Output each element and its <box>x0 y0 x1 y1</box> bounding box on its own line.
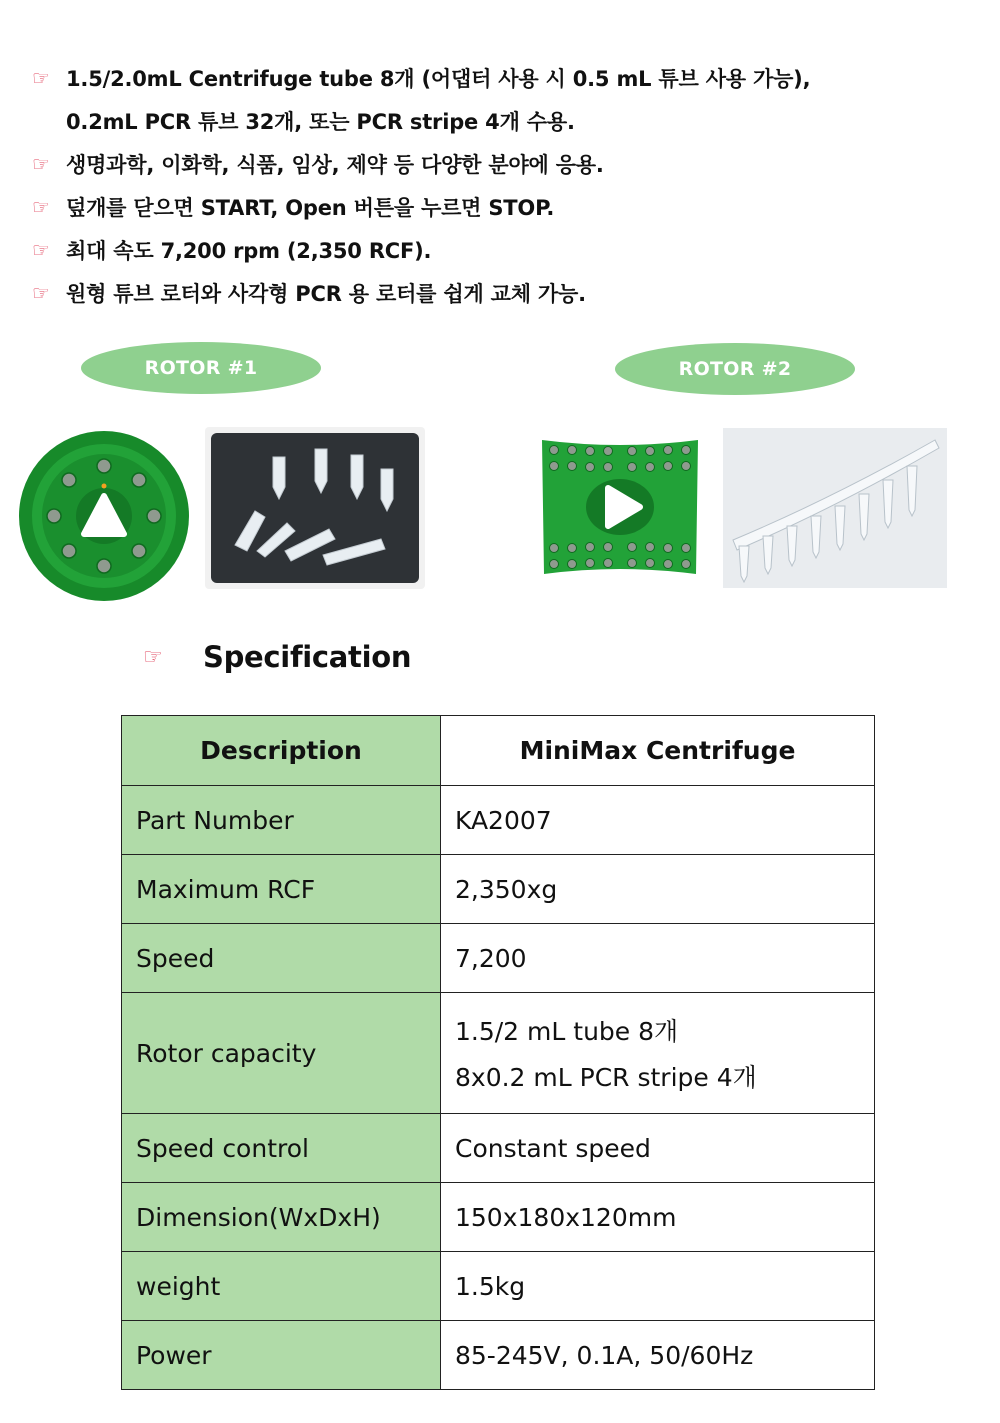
microcentrifuge-tubes-image <box>205 427 425 589</box>
feature-list <box>32 56 972 314</box>
pcr-strip-tubes-image <box>723 428 947 588</box>
table-row <box>122 993 875 1114</box>
row-value: 7,200 <box>441 924 875 993</box>
row-key: Power <box>122 1321 441 1390</box>
row-key: Speed control <box>122 1114 441 1183</box>
header-cell: MiniMax Centrifuge <box>441 716 875 786</box>
row-value: KA2007 <box>441 786 875 855</box>
specification-table <box>121 715 875 1390</box>
feature-text: 0.2mL PCR 튜브 32개, 또는 PCR stripe 4개 수용. <box>66 109 575 134</box>
row-value-line: 1.5/2 mL tube 8개 <box>455 1017 679 1046</box>
feature-item <box>32 185 972 228</box>
pointing-hand-icon: ☞ <box>32 151 50 176</box>
row-value: 1.5kg <box>441 1252 875 1321</box>
row-key: Part Number <box>122 786 441 855</box>
feature-text: 최대 속도 7,200 rpm (2,350 RCF). <box>66 238 432 263</box>
feature-item <box>32 228 972 271</box>
table-row <box>122 1114 875 1183</box>
feature-item <box>32 142 972 185</box>
header-cell: Description <box>122 716 441 786</box>
row-key: Speed <box>122 924 441 993</box>
rotor-2-label: ROTOR #2 <box>615 343 855 395</box>
row-value <box>441 993 875 1114</box>
table-row <box>122 924 875 993</box>
section-title: Specification <box>203 640 412 674</box>
row-value: 85-245V, 0.1A, 50/60Hz <box>441 1321 875 1390</box>
feature-text: 덮개를 닫으면 START, Open 버튼을 누르면 STOP. <box>66 195 555 220</box>
pcr-strip-rotor-image <box>536 436 704 578</box>
pointing-hand-icon: ☞ <box>143 644 163 670</box>
pointing-hand-icon: ☞ <box>32 65 50 90</box>
row-value: 2,350xg <box>441 855 875 924</box>
table-row <box>122 1321 875 1390</box>
row-value: Constant speed <box>441 1114 875 1183</box>
feature-item <box>32 56 972 99</box>
row-value-line: 8x0.2 mL PCR stripe 4개 <box>455 1063 757 1092</box>
row-key: weight <box>122 1252 441 1321</box>
specification-heading <box>143 640 411 674</box>
feature-item <box>32 271 972 314</box>
table-row <box>122 1252 875 1321</box>
pointing-hand-icon: ☞ <box>32 194 50 219</box>
rotor-1-label: ROTOR #1 <box>81 342 321 394</box>
row-key: Maximum RCF <box>122 855 441 924</box>
feature-text: 생명과학, 이화학, 식품, 임상, 제약 등 다양한 분야에 응용. <box>66 152 604 177</box>
row-key: Rotor capacity <box>122 993 441 1114</box>
table-row <box>122 1183 875 1252</box>
pointing-hand-icon: ☞ <box>32 280 50 305</box>
feature-text: 원형 튜브 로터와 사각형 PCR 용 로터를 쉽게 교체 가능. <box>66 281 586 306</box>
table-header-row <box>122 716 875 786</box>
table-row <box>122 786 875 855</box>
feature-text: 1.5/2.0mL Centrifuge tube 8개 (어댑터 사용 시 0.5 mL 튜브 사용 가능), <box>66 66 811 91</box>
pointing-hand-icon: ☞ <box>32 237 50 262</box>
round-rotor-image <box>18 430 190 602</box>
row-key: Dimension(WxDxH) <box>122 1183 441 1252</box>
table-row <box>122 855 875 924</box>
row-value: 150x180x120mm <box>441 1183 875 1252</box>
feature-item-continuation <box>32 99 972 142</box>
